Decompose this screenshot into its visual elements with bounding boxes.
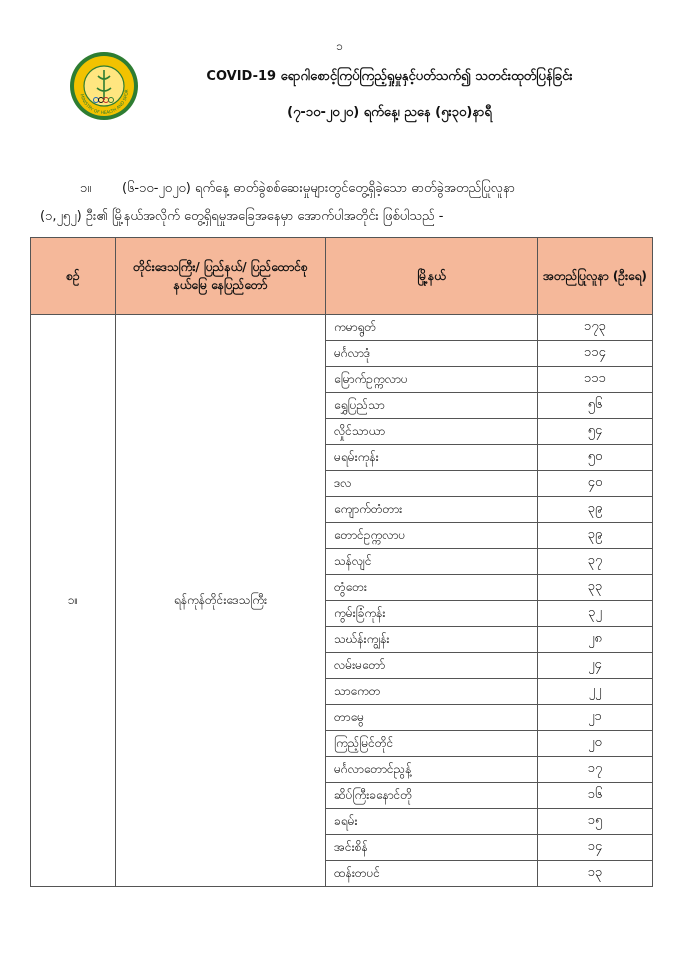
township-cell: မင်္ဂလာတောင်ညွန့်: [326, 757, 538, 783]
township-cell: ထန်းတပင်: [326, 861, 538, 887]
township-cell: ခရမ်း: [326, 809, 538, 835]
count-cell: ၁၆: [538, 783, 653, 809]
header-region: တိုင်းဒေသကြီး/ ပြည်နယ်/ ပြည်ထောင်စုနယ်မြေ နေပြည်တော်: [116, 238, 326, 315]
header-count: အတည်ပြုလူနာ (ဦးရေ): [538, 238, 653, 315]
township-cell: လှိုင်သာယာ: [326, 419, 538, 445]
count-cell: ၁၅: [538, 809, 653, 835]
count-cell: ၂၁: [538, 705, 653, 731]
count-cell: ၂၀: [538, 731, 653, 757]
table-body: [31, 315, 653, 887]
intro-paragraph-line-1: [80, 180, 649, 199]
township-cell: သာကေတ: [326, 679, 538, 705]
township-cell: ကွမ်းခြံကုန်း: [326, 601, 538, 627]
count-cell: ၂၄: [538, 653, 653, 679]
township-cell: ဒလ: [326, 471, 538, 497]
township-cell: မင်္ဂလာဒုံ: [326, 341, 538, 367]
count-cell: ၃၂: [538, 601, 653, 627]
township-cell: သဃ်န်းကျွန်း: [326, 627, 538, 653]
count-cell: ၃၃: [538, 575, 653, 601]
township-cell: လမ်းမတော်: [326, 653, 538, 679]
header-sno: စဉ်: [31, 238, 116, 315]
header-township: မြို့နယ်: [326, 238, 538, 315]
cases-by-township-table: [30, 237, 653, 887]
township-cell: သန်လျင်: [326, 549, 538, 575]
document-title: COVID-19 ရောဂါစောင့်ကြပ်ကြည့်ရှုမှုနှင့်ပတ်သက်၍ သတင်းထုတ်ပြန်ခြင်း: [206, 69, 573, 84]
intro-paragraph-line-2: (၁,၂၅၂) ဦး၏ မြို့နယ်အလိုက် တွေ့ရှိရမှုအခြေအနေမှာ အောက်ပါအတိုင်း ဖြစ်ပါသည် -: [40, 209, 444, 224]
township-cell: တွံတေး: [326, 575, 538, 601]
count-cell: ၁၁၁: [538, 367, 653, 393]
table-row: [31, 315, 653, 341]
township-cell: တာမွေ: [326, 705, 538, 731]
count-cell: ၁၇: [538, 757, 653, 783]
logo-text: MINISTRY OF HEALTH AND SPOR: [78, 89, 131, 117]
count-cell: ၁၁၄: [538, 341, 653, 367]
count-cell: ၅၆: [538, 393, 653, 419]
township-cell: ကမာရွတ်: [326, 315, 538, 341]
township-cell: တောင်ဥက္ကလာပ: [326, 523, 538, 549]
intro-text-1: (၆-၁၀-၂၀၂၀) ရက်နေ့ ဓာတ်ခွဲစစ်ဆေးမှုများတွင်တွေ့ရှိခဲ့သော ဓာတ်ခွဲအတည်ပြုလူနာ: [122, 181, 515, 196]
township-cell: မရမ်းကုန်း: [326, 445, 538, 471]
count-cell: ၁၇၃: [538, 315, 653, 341]
count-cell: ၄၀: [538, 471, 653, 497]
count-cell: ၁၃: [538, 861, 653, 887]
row-sno: ၁။: [31, 315, 116, 887]
township-cell: ကြည့်မြင်တိုင်: [326, 731, 538, 757]
count-cell: ၂၈: [538, 627, 653, 653]
township-cell: ဆိပ်ကြီးခနောင်တို: [326, 783, 538, 809]
page-number: ၁: [336, 39, 343, 53]
township-cell: အင်းစိန်: [326, 835, 538, 861]
count-cell: ၃၉: [538, 523, 653, 549]
count-cell: ၂၂: [538, 679, 653, 705]
table-header-row: [31, 238, 653, 315]
row-region: ရန်ကုန်တိုင်းဒေသကြီး: [116, 315, 326, 887]
count-cell: ၅၄: [538, 419, 653, 445]
township-cell: ရွှေပြည်သာ: [326, 393, 538, 419]
count-cell: ၃၇: [538, 549, 653, 575]
document-subtitle: (၇-၁၀-၂၀၂၀) ရက်နေ့၊ ညနေ (၅း၃၀)နာရီ: [287, 105, 492, 120]
count-cell: ၃၉: [538, 497, 653, 523]
intro-number: ၁။: [80, 181, 92, 196]
count-cell: ၁၄: [538, 835, 653, 861]
township-cell: ကျောက်တံတား: [326, 497, 538, 523]
township-cell: မြောက်ဥက္ကလာပ: [326, 367, 538, 393]
count-cell: ၅၀: [538, 445, 653, 471]
